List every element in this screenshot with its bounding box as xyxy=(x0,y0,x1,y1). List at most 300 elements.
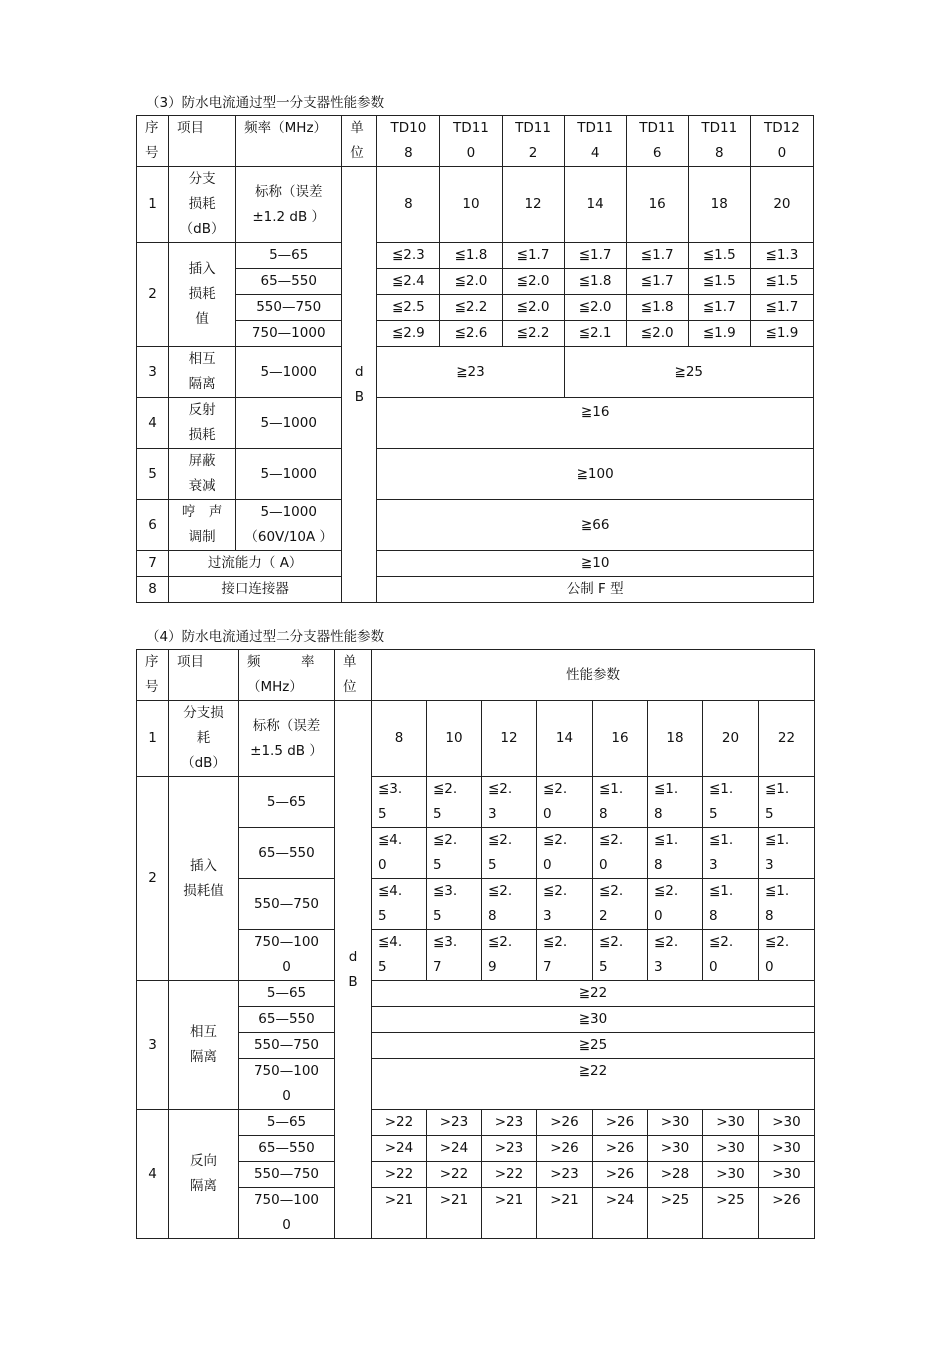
text-line: 0 xyxy=(777,145,787,161)
value-cell xyxy=(427,828,482,879)
value-cell xyxy=(377,449,814,500)
text-line: ≦1. xyxy=(765,832,790,848)
value-cell xyxy=(750,269,813,295)
text-line: ≦1. xyxy=(654,781,679,797)
item-cell xyxy=(169,500,236,551)
model-header xyxy=(377,116,440,167)
text-line: 18 xyxy=(710,196,728,212)
text-line: ≦1.8 xyxy=(578,273,612,289)
text-line: ≦2. xyxy=(543,832,568,848)
text-line: 5 xyxy=(378,959,387,975)
text-line: 5—65 xyxy=(266,793,307,810)
value-cell xyxy=(427,879,482,930)
text-line: 位 xyxy=(343,679,357,695)
text-line: >30 xyxy=(716,1114,745,1130)
text-line: 隔离 xyxy=(190,1049,217,1065)
value-cell xyxy=(440,167,502,243)
text-line: >28 xyxy=(660,1166,690,1182)
text-line: （60V/10A ） xyxy=(244,529,334,545)
section3-caption: （3）防水电流通过型一分支器性能参数 xyxy=(146,95,385,111)
text-line: >25 xyxy=(660,1192,690,1208)
value-cell xyxy=(537,1162,593,1188)
value-cell xyxy=(482,828,537,879)
text-line: 8 xyxy=(148,581,157,597)
text-line: TD11 xyxy=(577,120,614,136)
text-line: ≦1.8 xyxy=(454,247,488,263)
text-line: >30 xyxy=(716,1166,745,1182)
text-line: ≦3. xyxy=(433,934,458,950)
text-line: ≦1. xyxy=(599,781,624,797)
value-cell xyxy=(593,930,648,981)
freq-cell xyxy=(239,1162,335,1188)
text-line: 5—65 xyxy=(269,247,309,263)
text-line: 反向 xyxy=(190,1153,217,1169)
text-line: 550—750 xyxy=(253,895,320,912)
freq-cell xyxy=(239,1136,335,1162)
text-line: 0 xyxy=(466,145,476,161)
freq-cell xyxy=(239,981,335,1007)
text-line: 单 xyxy=(350,120,364,136)
text-line: ≧10 xyxy=(580,555,610,571)
text-line: 5—65 xyxy=(266,985,307,1001)
value-cell xyxy=(626,321,688,347)
text-line: 序 xyxy=(145,654,159,670)
text-line: 8 xyxy=(404,145,413,161)
freq-cell xyxy=(236,295,342,321)
text-line: ≦1.7 xyxy=(640,273,674,289)
text-line: 65—550 xyxy=(258,844,315,861)
text-line: 8 xyxy=(654,857,663,873)
text-line: 12 xyxy=(524,196,542,212)
value-cell xyxy=(482,1188,537,1239)
seq-cell xyxy=(137,981,169,1110)
text-line: TD11 xyxy=(701,120,738,136)
text-line: 3 xyxy=(765,857,774,873)
text-line: 5—1000 xyxy=(260,363,317,380)
text-line: 哼 声 xyxy=(181,504,223,520)
item-cell xyxy=(169,167,236,243)
freq-cell xyxy=(239,879,335,930)
text-line: >21 xyxy=(494,1192,524,1208)
text-line: 单 xyxy=(343,654,357,670)
value-cell xyxy=(593,1110,648,1136)
value-cell xyxy=(648,777,703,828)
seq-cell xyxy=(137,347,169,398)
text-line: >22 xyxy=(494,1166,524,1182)
text-line: 5—1000 xyxy=(260,504,317,520)
text-line: 2 xyxy=(148,286,157,302)
text-line: 5 xyxy=(378,806,387,822)
text-line: 9 xyxy=(488,959,497,975)
text-line: 0 xyxy=(282,1217,291,1233)
item-cell xyxy=(169,777,239,981)
value-cell xyxy=(648,1136,703,1162)
text-line: 12 xyxy=(500,730,518,746)
text-line: ≦2.0 xyxy=(454,273,488,289)
text-line: ≦1.7 xyxy=(765,299,799,315)
item-cell xyxy=(169,449,236,500)
value-cell xyxy=(703,1188,759,1239)
value-cell xyxy=(626,269,688,295)
freq-cell xyxy=(239,1110,335,1136)
text-line: 0 xyxy=(765,959,774,975)
text-line: ≦2. xyxy=(543,883,568,899)
text-line: 插入 xyxy=(190,857,217,874)
text-line: （dB） xyxy=(181,755,226,771)
text-line: 65—550 xyxy=(258,1011,315,1027)
value-cell xyxy=(377,295,440,321)
value-cell xyxy=(759,701,815,777)
item-cell xyxy=(169,701,239,777)
text-line: >23 xyxy=(439,1114,469,1130)
text-line: 4 xyxy=(148,1165,157,1182)
value-cell xyxy=(537,879,593,930)
seq-cell xyxy=(137,551,169,577)
text-line: ≦1.7 xyxy=(578,247,612,263)
text-line: ≦2. xyxy=(765,934,790,950)
text-line: >23 xyxy=(494,1114,524,1130)
unit-header xyxy=(335,650,372,701)
text-line: 隔离 xyxy=(188,376,216,392)
text-line: ≦1. xyxy=(709,832,734,848)
text-line: ≦2. xyxy=(654,883,679,899)
text-line: 0 xyxy=(709,959,718,975)
value-cell xyxy=(593,1136,648,1162)
value-cell xyxy=(372,1188,427,1239)
text-line: ≦2.2 xyxy=(516,325,550,341)
text-line: >26 xyxy=(772,1192,801,1208)
text-line: >21 xyxy=(384,1192,414,1208)
text-line: 750—100 xyxy=(253,1192,320,1208)
text-line: 4 xyxy=(148,414,157,431)
text-line: 750—100 xyxy=(253,934,320,950)
text-line: ≦2.6 xyxy=(454,325,488,341)
text-line: 6 xyxy=(148,516,157,533)
value-cell xyxy=(648,1110,703,1136)
text-line: ≦1.5 xyxy=(702,273,736,289)
text-line: ≦2.0 xyxy=(516,299,550,315)
text-line: 18 xyxy=(666,730,684,746)
value-cell xyxy=(626,167,688,243)
text-line: 屏蔽 xyxy=(188,453,216,469)
text-line: 3 xyxy=(148,363,157,380)
freq-cell xyxy=(239,1033,335,1059)
text-line: d xyxy=(348,948,358,965)
seq-cell xyxy=(137,167,169,243)
value-cell xyxy=(377,551,814,577)
text-line: ≦2. xyxy=(488,934,513,950)
text-line: 16 xyxy=(611,730,629,746)
value-cell xyxy=(593,1188,648,1239)
value-cell xyxy=(750,295,813,321)
value-cell xyxy=(703,1136,759,1162)
model-header xyxy=(564,116,626,167)
text-line: >30 xyxy=(716,1140,745,1156)
text-line: ≦4. xyxy=(378,934,403,950)
value-cell xyxy=(537,1136,593,1162)
value-cell xyxy=(377,577,814,603)
value-cell xyxy=(440,321,502,347)
unit-header xyxy=(342,116,377,167)
freq-cell xyxy=(236,449,342,500)
text-line: 6 xyxy=(652,145,662,161)
text-line: 5 xyxy=(709,806,718,822)
text-line: 衰减 xyxy=(188,478,216,494)
value-cell xyxy=(703,1162,759,1188)
text-line: ≦2.4 xyxy=(391,273,425,289)
value-cell xyxy=(537,777,593,828)
text-line: 2 xyxy=(528,145,538,161)
value-cell xyxy=(750,321,813,347)
text-line: ≦1.9 xyxy=(765,325,799,341)
text-line: 号 xyxy=(145,679,159,695)
value-cell xyxy=(482,777,537,828)
text-line: ±1.5 dB ） xyxy=(250,742,323,759)
text-line: 8 xyxy=(404,196,413,212)
text-line: 频 率 xyxy=(247,654,315,670)
text-line: ≦2. xyxy=(599,883,624,899)
perf-header xyxy=(372,650,815,701)
text-line: 0 xyxy=(543,806,552,822)
text-line: 损耗 xyxy=(188,427,216,443)
text-line: 1 xyxy=(148,196,157,212)
text-line: 2 xyxy=(599,908,608,924)
value-cell xyxy=(648,1162,703,1188)
text-line: ≦4. xyxy=(378,883,403,899)
freq-cell xyxy=(239,701,335,777)
text-line: ≧23 xyxy=(456,363,485,380)
freq-cell xyxy=(236,321,342,347)
text-line: 8 xyxy=(599,806,608,822)
text-line: 750—1000 xyxy=(251,325,326,341)
text-line: ≦1.3 xyxy=(765,247,799,263)
value-cell xyxy=(537,1188,593,1239)
text-line: （dB） xyxy=(179,221,225,237)
unit-cell xyxy=(342,167,377,603)
text-line: 分支损 xyxy=(183,705,224,721)
text-line: ≧16 xyxy=(580,404,610,420)
text-line: B xyxy=(348,973,358,990)
text-line: >21 xyxy=(439,1192,469,1208)
text-line: 8 xyxy=(709,908,718,924)
text-line: 5 xyxy=(433,857,442,873)
value-cell xyxy=(759,828,815,879)
freq-cell xyxy=(236,243,342,269)
value-cell xyxy=(703,930,759,981)
text-line: >23 xyxy=(550,1166,579,1182)
value-cell xyxy=(648,930,703,981)
text-line: 5—1000 xyxy=(260,465,317,482)
value-cell xyxy=(564,167,626,243)
text-line: 序 xyxy=(145,120,159,136)
freq-cell xyxy=(239,930,335,981)
section4-caption: （4）防水电流通过型二分支器性能参数 xyxy=(146,629,385,645)
text-line: ≦3. xyxy=(433,883,458,899)
text-line: >30 xyxy=(660,1114,690,1130)
text-line: 3 xyxy=(709,857,718,873)
seq-cell xyxy=(137,577,169,603)
text-line: ≦1. xyxy=(709,883,734,899)
value-cell xyxy=(440,269,502,295)
value-cell xyxy=(482,1110,537,1136)
value-cell xyxy=(377,398,814,449)
text-line: ≧22 xyxy=(578,1063,608,1079)
text-line: >22 xyxy=(384,1114,414,1130)
value-cell xyxy=(688,167,750,243)
value-cell xyxy=(564,295,626,321)
value-cell xyxy=(759,1136,815,1162)
text-line: 10 xyxy=(445,730,463,746)
text-line: >26 xyxy=(605,1140,635,1156)
text-line: 8 xyxy=(654,806,663,822)
text-line: 分支 xyxy=(188,171,216,187)
text-line: ≦4. xyxy=(378,832,403,848)
text-line: ≦2. xyxy=(599,934,624,950)
text-line: 标称（误差 xyxy=(254,183,323,200)
text-line: >26 xyxy=(605,1114,635,1130)
text-line: ≦1.8 xyxy=(640,299,674,315)
text-line: ≦1.7 xyxy=(640,247,674,263)
seq-header xyxy=(137,650,169,701)
text-line: ≧25 xyxy=(578,1037,608,1053)
value-cell xyxy=(482,930,537,981)
splitter-one-table xyxy=(136,115,814,603)
text-line: 4 xyxy=(590,145,600,161)
text-line: 20 xyxy=(721,730,740,746)
text-line: 位 xyxy=(350,145,364,161)
value-cell xyxy=(372,1059,815,1110)
text-line: 性能参数 xyxy=(566,666,620,683)
text-line: ≦2.1 xyxy=(578,325,612,341)
seq-cell xyxy=(137,701,169,777)
value-cell xyxy=(377,500,814,551)
value-cell xyxy=(537,828,593,879)
text-line: >26 xyxy=(550,1140,579,1156)
text-line: >24 xyxy=(384,1140,414,1156)
text-line: ≦1.5 xyxy=(765,273,799,289)
value-cell xyxy=(427,1136,482,1162)
item-header xyxy=(169,116,236,167)
value-cell xyxy=(372,777,427,828)
text-line: 3 xyxy=(488,806,497,822)
value-cell xyxy=(377,167,440,243)
model-header xyxy=(626,116,688,167)
value-cell xyxy=(502,321,564,347)
text-line: 8 xyxy=(488,908,497,924)
freq-cell xyxy=(239,1059,335,1110)
item-cell xyxy=(169,981,239,1110)
text-line: TD11 xyxy=(639,120,676,136)
seq-cell xyxy=(137,243,169,347)
text-line: 8 xyxy=(765,908,774,924)
text-line: >26 xyxy=(605,1166,635,1182)
value-cell xyxy=(377,269,440,295)
text-line: 5—1000 xyxy=(260,414,317,431)
text-line: 0 xyxy=(282,1088,291,1104)
text-line: ≦2. xyxy=(433,832,458,848)
freq-header xyxy=(236,116,342,167)
text-line: d xyxy=(355,363,364,380)
value-cell xyxy=(372,981,815,1007)
text-line: ≦2.9 xyxy=(391,325,425,341)
value-cell xyxy=(626,295,688,321)
text-line: 7 xyxy=(433,959,442,975)
text-line: 3 xyxy=(654,959,663,975)
value-cell xyxy=(502,295,564,321)
value-cell xyxy=(427,1188,482,1239)
text-line: ±1.2 dB ） xyxy=(252,208,326,225)
text-line: ≦2.2 xyxy=(454,299,488,315)
item-cell xyxy=(169,347,236,398)
value-cell xyxy=(482,879,537,930)
value-cell xyxy=(440,295,502,321)
value-cell xyxy=(703,828,759,879)
value-cell xyxy=(377,347,564,398)
text-line: ≧66 xyxy=(580,516,610,533)
item-header xyxy=(169,650,239,701)
value-cell xyxy=(502,269,564,295)
value-cell xyxy=(759,1162,815,1188)
text-line: 插入 xyxy=(188,261,216,277)
value-cell xyxy=(648,879,703,930)
text-line: ≦2.0 xyxy=(640,325,674,341)
text-line: ≦1.5 xyxy=(702,247,736,263)
text-line: ≦1. xyxy=(654,832,679,848)
text-line: 5 xyxy=(433,908,442,924)
text-line: ≦1. xyxy=(765,883,790,899)
text-line: ≧100 xyxy=(576,465,614,482)
text-line: 损耗 xyxy=(188,196,216,212)
text-line: 750—100 xyxy=(253,1063,320,1079)
text-line: 损耗值 xyxy=(183,882,224,899)
value-cell xyxy=(372,701,427,777)
text-line: ≧25 xyxy=(674,363,704,380)
text-line: 3 xyxy=(543,908,552,924)
text-line: >30 xyxy=(660,1140,690,1156)
text-line: 0 xyxy=(378,857,387,873)
text-line: 550—750 xyxy=(253,1166,320,1182)
text-line: ≦2.0 xyxy=(516,273,550,289)
text-line: 频率（MHz） xyxy=(244,120,328,136)
text-line: TD10 xyxy=(390,120,427,136)
value-cell xyxy=(377,321,440,347)
freq-cell xyxy=(239,828,335,879)
text-line: 7 xyxy=(543,959,552,975)
text-line: B xyxy=(354,388,364,405)
text-line: ≦2. xyxy=(433,781,458,797)
text-line: 反射 xyxy=(188,402,216,418)
text-line: 公制 F 型 xyxy=(566,581,624,597)
value-cell xyxy=(703,701,759,777)
text-line: 14 xyxy=(586,196,604,212)
value-cell xyxy=(482,1162,537,1188)
value-cell xyxy=(564,243,626,269)
seq-cell xyxy=(137,777,169,981)
text-line: ≦2.5 xyxy=(391,299,425,315)
text-line: 损耗 xyxy=(188,286,216,302)
model-header xyxy=(440,116,502,167)
text-line: ≦2. xyxy=(709,934,734,950)
text-line: 隔离 xyxy=(190,1178,217,1194)
text-line: 8 xyxy=(394,730,404,746)
model-header xyxy=(750,116,813,167)
text-line: >24 xyxy=(605,1192,635,1208)
text-line: ≦2. xyxy=(488,883,513,899)
unit-cell xyxy=(335,701,372,1239)
value-cell xyxy=(759,1110,815,1136)
value-cell xyxy=(703,1110,759,1136)
value-cell xyxy=(440,243,502,269)
